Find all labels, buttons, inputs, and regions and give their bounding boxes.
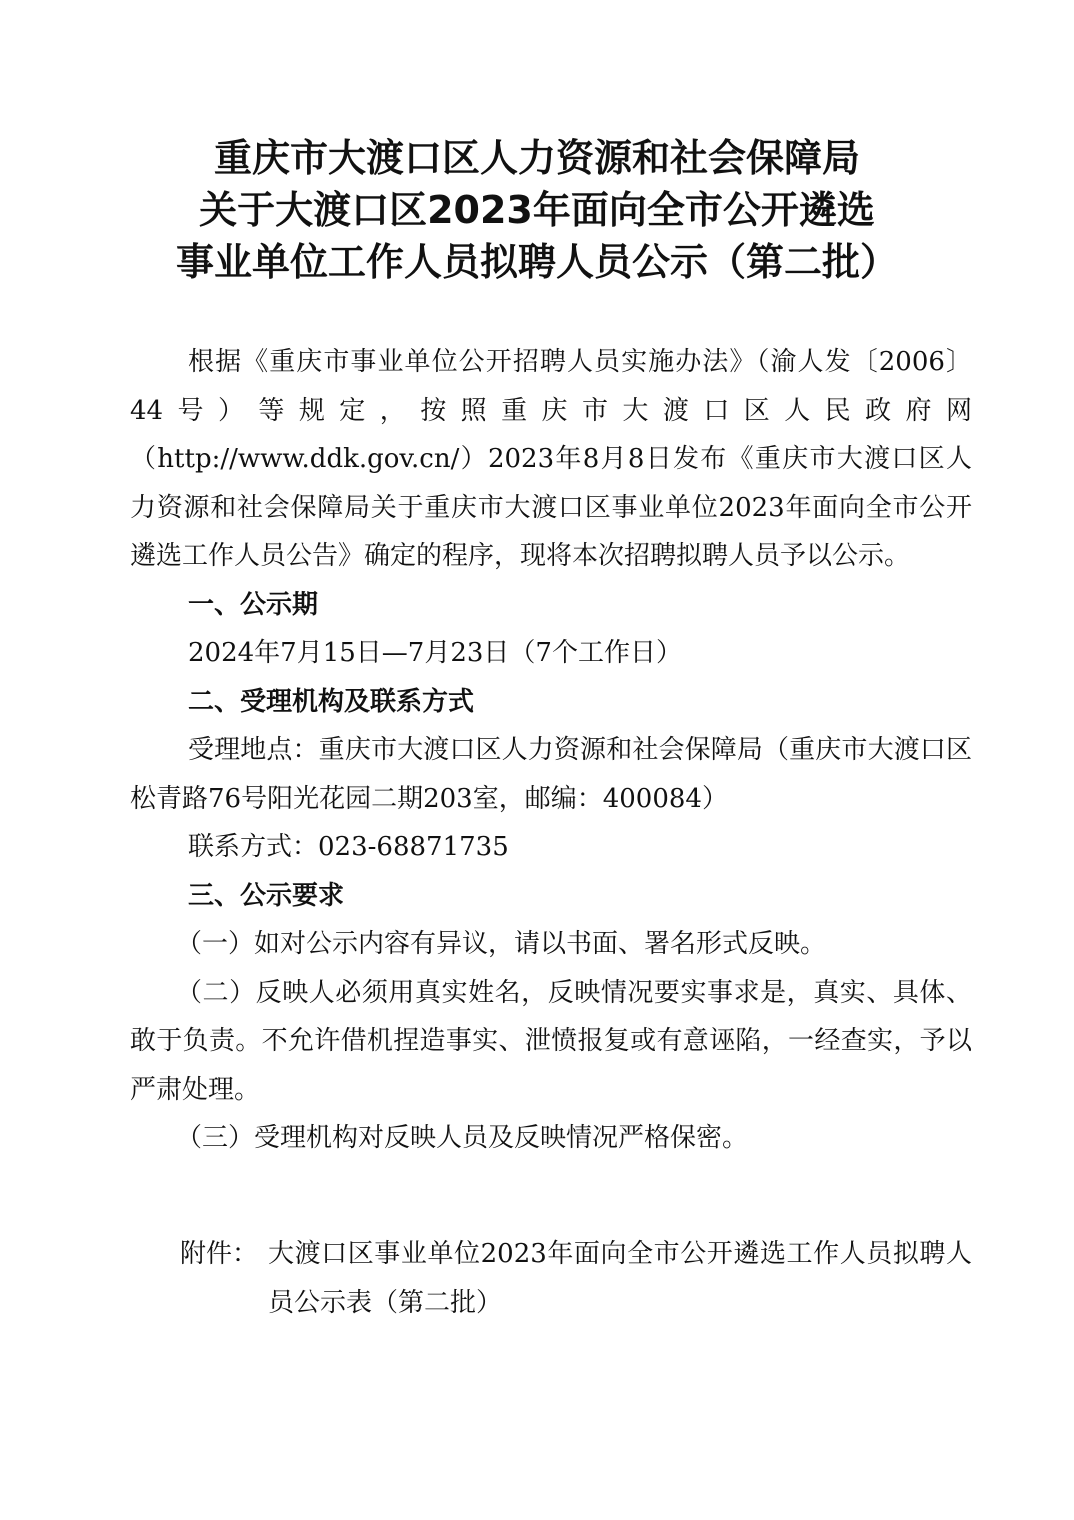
title-line-1: 重庆市大渡口区人力资源和社会保障局 [213,136,860,180]
address-text: 受理地点：重庆市大渡口区人力资源和社会保障局（重庆市大渡口区松青路76号阳光花园二期203室，邮编：400084） [130,735,972,814]
section-heading-contact: 二、受理机构及联系方式 [188,686,475,717]
section-heading-period: 一、公示期 [188,589,319,620]
document-title [0,132,1074,288]
attachment-label: 附件： [180,1239,259,1269]
intro-paragraph: 根据《重庆市事业单位公开招聘人员实施办法》（渝人发〔2006〕44号）等规定，按照重庆市大渡口区人民政府网（http://www.ddk.gov.cn/）2023年8月8日发布《重庆市大渡口区人力资源和社会保障局关于重庆市大渡口区事业单位2023年面向全市公开遴选工作人员公告》确定的程序，现将本次招聘拟聘人员予以公示。 [130,347,972,571]
title-line-2: 关于大渡口区2023年面向全市公开遴选 [199,188,875,232]
requirement-item-3: （三）受理机构对反映人员及反映情况严格保密。 [176,1123,749,1153]
contact-text: 联系方式：023-68871735 [188,832,509,862]
section-heading-requirements: 三、公示要求 [188,880,345,911]
document-body [130,338,972,1163]
attachment-note [180,1230,972,1327]
requirement-item-2: （二）反映人必须用真实姓名，反映情况要实事求是，真实、具体、敢于负责。不允许借机捏造事实、泄愤报复或有意诬陷，一经查实，予以严肃处理。 [130,977,972,1105]
period-text: 2024年7月15日—7月23日（7个工作日） [188,638,682,668]
title-line-3: 事业单位工作人员拟聘人员公示（第二批） [175,240,898,284]
requirement-item-1: （一）如对公示内容有异议，请以书面、署名形式反映。 [176,929,827,959]
attachment-link[interactable]: 大渡口区事业单位2023年面向全市公开遴选工作人员拟聘人员公示表（第二批） [268,1239,972,1318]
